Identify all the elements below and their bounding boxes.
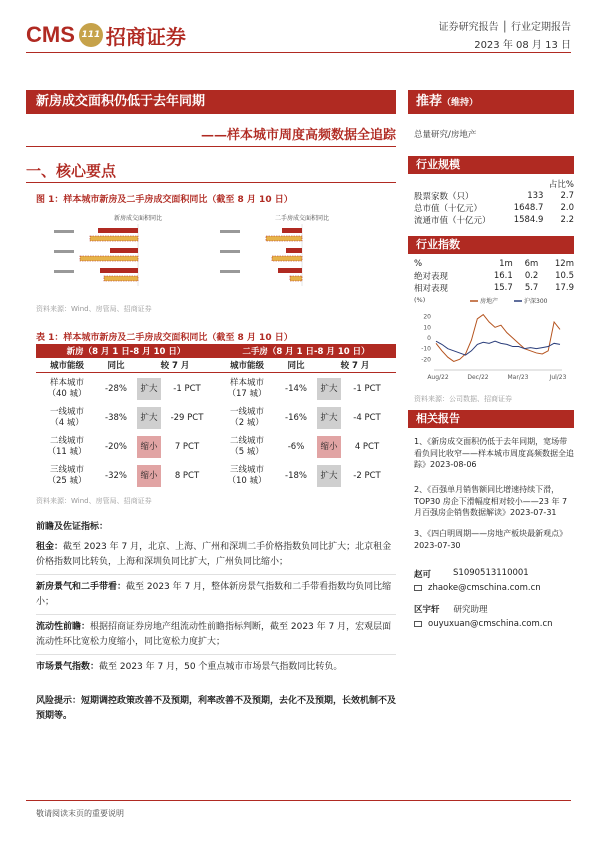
cell-yoy: -16% (285, 412, 307, 423)
category: 总量研究/房地产 (414, 130, 477, 140)
fig-left-title: 新房成交面积同比 (113, 215, 163, 222)
report-subtitle: ——样本城市周度高频数据全追踪 (200, 128, 396, 143)
para-new-home-label: 新房景气和二手带看： (36, 582, 127, 592)
y-tick-label: 10 (423, 324, 431, 332)
cell-city: 样本城市 （40 城） (47, 377, 87, 399)
brand-cn: 招商证券 (105, 24, 186, 49)
related-text: 1、《新房成交面积仍低于去年同期，宽场带看负同比收窄——样本城市周度高频数据全追踪》 (414, 437, 574, 469)
index-col: 6m (524, 259, 539, 269)
table-row (36, 374, 396, 403)
table-group-left: 新房（8 月 1 日-8 月 10 日） (36, 344, 216, 358)
para-divider (36, 654, 396, 655)
cell-city: 三线城市 （10 城） (227, 464, 267, 486)
change-value: -4 PCT (353, 412, 381, 423)
table-row (36, 461, 396, 490)
index-label: 绝对表现 (414, 272, 449, 282)
rating-bar (408, 90, 574, 114)
basics-heading: 行业规模 (408, 156, 574, 174)
para-liquidity (36, 620, 396, 649)
cell-change (314, 374, 396, 403)
report-title: 新房成交面积仍低于去年同期 (26, 90, 396, 114)
change-value: 8 PCT (174, 470, 200, 481)
y-tick-label: 0 (427, 335, 431, 342)
cell-change (134, 461, 216, 490)
change-value: 4 PCT (354, 441, 380, 452)
change-value: -1 PCT (353, 383, 381, 394)
brand-badge-icon: 111 (79, 23, 103, 47)
analyst-block (414, 568, 574, 629)
th-yoy-right: 同比 (278, 358, 314, 373)
basics-pct: 2.0 (560, 203, 574, 213)
x-tick-label: Jul/23 (549, 374, 567, 381)
lead-heading: 前瞻及佐证指标： (36, 522, 109, 532)
index-value: 10.5 (555, 271, 574, 281)
index-col: 12m (554, 259, 574, 269)
fig-left-bars (54, 224, 138, 286)
index-heading: 行业指数 (408, 236, 574, 254)
related-date: 2023-07-31 (510, 508, 557, 517)
cell-change (134, 374, 216, 403)
analyst-name: 赵可 (414, 570, 432, 580)
cell-city: 二线城市 （5 城） (229, 435, 264, 457)
cell-yoy: -6% (287, 441, 305, 452)
brand-logo (26, 20, 186, 50)
figure-title: 图 1：样本城市新房及二手房成交面积同比（截至 8 月 10 日） (36, 195, 293, 205)
cell-yoy: -32% (105, 470, 127, 481)
figure-source: 资料来源：Wind、房管局、招商证券 (36, 305, 152, 313)
cell-change (314, 461, 396, 490)
th-chg-right: 较 7 月 (314, 358, 396, 373)
cell-yoy: -20% (105, 441, 127, 452)
risk-warning: 风险提示：短期调控政策改善不及预期，利率改善不及预期，去化不及预期，长效机制不及预期等。 (36, 696, 397, 721)
related-item (414, 484, 574, 519)
trend-tag: 缩小 (137, 465, 161, 487)
analyst-id: S1090513110001 (453, 568, 529, 578)
basics-label: 流通市值（十亿元） (414, 216, 491, 226)
fig-right-bars (220, 224, 302, 286)
para-new-home-text: 截至 2023 年 7 月，整体新房景气指数和二手带看指数均负同比缩小； (36, 582, 392, 607)
index-label: 相对表现 (414, 284, 449, 294)
x-tick-label: Dec/22 (467, 374, 489, 381)
related-item (414, 436, 574, 471)
cell-city: 一线城市 （4 城） (49, 406, 84, 428)
basics-pct: 2.2 (560, 215, 574, 225)
analyst-email[interactable]: zhaoke@cmschina.com.cn (428, 583, 541, 593)
para-liquidity-text: 根据招商证券房地产组流动性前瞻指标判断，截至 2023 年 7 月，宏观层面流动性环比宽松力度缩小，同比宽松力度扩大； (36, 622, 392, 647)
index-col: 1m (499, 259, 513, 269)
cell-city: 三线城市 （25 城） (47, 464, 87, 486)
related-item (414, 528, 574, 551)
trend-tag: 扩大 (317, 465, 341, 487)
basics-label: 股票家数（只） (414, 192, 474, 202)
trend-tag: 扩大 (137, 378, 161, 400)
cell-city: 二线城市 （11 城） (47, 435, 87, 457)
table-row (36, 403, 396, 432)
subtitle-divider (26, 146, 396, 147)
footer-divider (26, 800, 571, 801)
cell-yoy: -14% (285, 383, 307, 394)
cell-yoy: -18% (285, 470, 307, 481)
th-chg-left: 较 7 月 (134, 358, 216, 373)
cell-change (134, 403, 216, 432)
related-text: 3、《四白明周期——房地产板块最新观点》 (414, 529, 568, 538)
cell-yoy: -38% (105, 412, 127, 423)
analyst-role: 研究助理 (453, 605, 488, 615)
rating-detail: （维持） (442, 98, 479, 108)
para-rent (36, 540, 396, 569)
analyst-name: 区宇轩 (414, 605, 440, 615)
section-heading: 一、核心要点 (26, 162, 117, 180)
cell-yoy: -28% (105, 383, 127, 394)
cell-change (134, 432, 216, 461)
basics-col: 占比% (548, 180, 574, 190)
related-heading: 相关报告 (408, 410, 574, 428)
trend-tag: 扩大 (317, 407, 341, 429)
chart-source: 资料来源：公司数据、招商证券 (414, 395, 512, 403)
fig-right-title: 二手房成交面积同比 (274, 215, 330, 222)
x-tick-label: Aug/22 (427, 374, 449, 381)
index-value: 0.2 (524, 271, 539, 281)
analyst-email[interactable]: ouyuxuan@cmschina.com.cn (428, 619, 553, 629)
related-text: 2、《百强单月销售额同比增速持续下滑，TOP30 房企下滑幅度相对较小——23 年 7 月百强房企销售数据解读》 (414, 485, 568, 517)
related-date: 2023-07-30 (414, 540, 461, 550)
index-line-chart (412, 294, 574, 386)
change-value: -2 PCT (353, 470, 381, 481)
data-table-body (36, 374, 396, 490)
basics-table (414, 178, 574, 226)
brand-en: CMS (26, 22, 75, 47)
cell-change (314, 403, 396, 432)
data-table (36, 344, 396, 373)
basics-value: 1584.9 (513, 215, 544, 225)
legend-label: 房地产 (480, 298, 499, 305)
doc-date: 2023 年 08 月 13 日 (474, 40, 571, 51)
th-city-left: 城市能级 (36, 358, 98, 373)
change-value: 7 PCT (174, 441, 200, 452)
trend-tag: 缩小 (317, 436, 341, 458)
para-rent-text: 截至 2023 年 7 月，北京、上海、广州和深圳二手价格指数负同比扩大；北京租金价格指数同比转负，上海和深圳负同比扩大，广州负同比缩小； (36, 542, 392, 567)
section-divider (26, 182, 396, 183)
series-line-1 (436, 341, 560, 355)
cell-change (314, 432, 396, 461)
related-date: 2023-08-06 (430, 460, 477, 469)
basics-value: 133 (527, 191, 544, 201)
trend-tag: 缩小 (137, 436, 161, 458)
change-value: -29 PCT (170, 412, 204, 423)
para-divider (36, 574, 396, 575)
footer-note: 敬请阅读末页的重要说明 (36, 809, 124, 818)
figure-bar-charts (40, 206, 360, 298)
table-row (36, 432, 396, 461)
para-rent-label: 租金： (36, 542, 64, 552)
mail-icon (414, 621, 422, 627)
index-value: 16.1 (493, 271, 513, 281)
para-index (36, 660, 396, 675)
index-value: 5.7 (524, 283, 539, 293)
rating-label: 推荐 (416, 94, 443, 109)
basics-value: 1648.7 (513, 203, 544, 213)
table-title: 表 1：样本城市新房及二手房成交面积同比（截至 8 月 10 日） (36, 333, 293, 343)
table-group-right: 二手房（8 月 1 日-8 月 10 日） (216, 344, 396, 358)
trend-tag: 扩大 (137, 407, 161, 429)
cell-city: 一线城市 （2 城） (229, 406, 264, 428)
cell-city: 样本城市 （17 城） (227, 377, 267, 399)
y-tick-label: -10 (421, 345, 431, 353)
basics-pct: 2.7 (560, 191, 574, 201)
para-index-label: 市场景气指数： (36, 662, 100, 672)
series-line-0 (436, 315, 560, 362)
trend-tag: 扩大 (317, 378, 341, 400)
change-value: -1 PCT (173, 383, 201, 394)
index-value: 17.9 (555, 283, 574, 293)
chart-ylabel: (%) (414, 296, 426, 304)
index-col: % (414, 259, 423, 269)
index-value: 15.7 (493, 283, 513, 293)
para-new-home (36, 580, 396, 609)
index-table (414, 258, 574, 294)
y-tick-label: 20 (423, 313, 431, 321)
figure-thumbnail (40, 206, 360, 298)
table-source: 资料来源：Wind、房管局、招商证券 (36, 497, 152, 505)
para-divider (36, 614, 396, 615)
y-tick-label: -20 (421, 356, 431, 364)
legend-label: 沪深300 (524, 298, 548, 305)
mail-icon (414, 585, 422, 591)
para-liquidity-label: 流动性前瞻： (36, 622, 91, 632)
basics-label: 总市值（十亿元） (414, 204, 483, 214)
header-divider (26, 52, 571, 53)
doc-type: 证券研究报告 │ 行业定期报告 (438, 22, 571, 33)
x-tick-label: Mar/23 (507, 374, 529, 381)
th-yoy-left: 同比 (98, 358, 134, 373)
th-city-right: 城市能级 (216, 358, 278, 373)
para-index-text: 截至 2023 年 7 月，50 个重点城市市场景气指数同比转负。 (99, 662, 343, 672)
